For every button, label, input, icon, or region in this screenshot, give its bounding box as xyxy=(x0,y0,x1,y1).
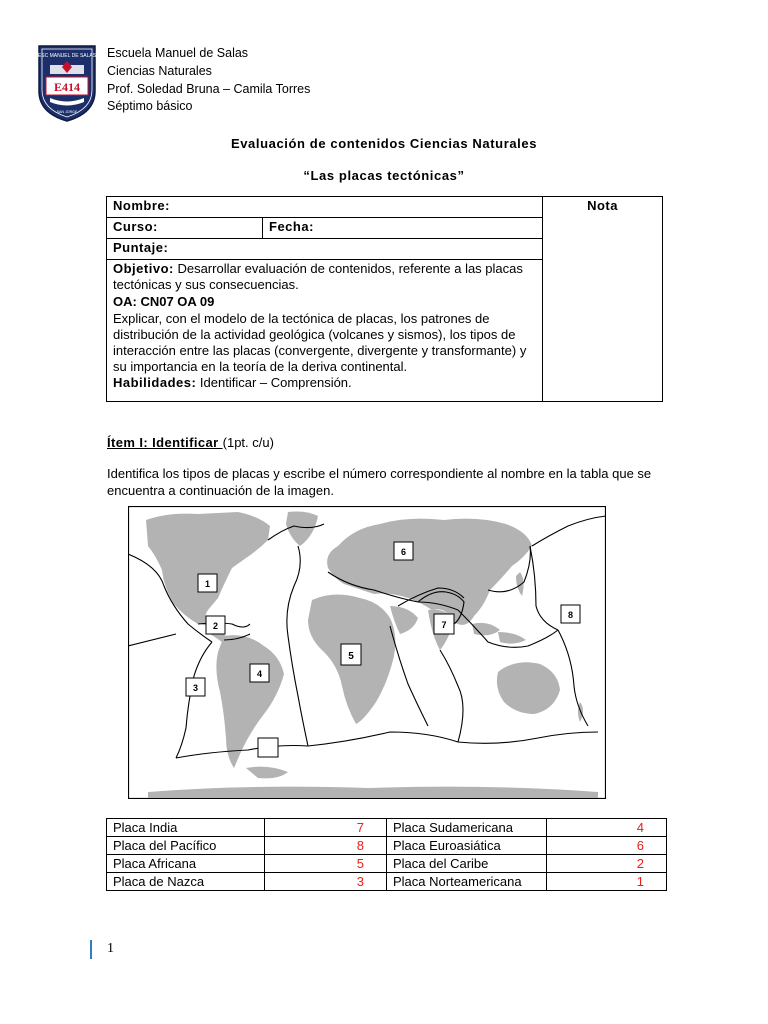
plate-label-empty-box xyxy=(258,738,278,757)
name-field[interactable]: Nombre: xyxy=(107,197,543,218)
plate-name: Placa India xyxy=(107,819,265,837)
table-row xyxy=(107,819,667,837)
plate-name: Placa Sudamericana xyxy=(387,819,547,837)
grade-level: Séptimo básico xyxy=(107,99,193,114)
page-number-bar xyxy=(90,940,92,959)
plate-label-2 xyxy=(206,616,225,634)
svg-text:8: 8 xyxy=(567,610,574,620)
item-instruction: Identifica los tipos de placas y escribe el número correspondiente al nombre en la tabla que se encuentra a continuación de la imagen. xyxy=(107,466,652,498)
score-field[interactable]: Puntaje: xyxy=(107,239,543,260)
plate-name: Placa Africana xyxy=(107,855,265,873)
table-row xyxy=(107,873,667,891)
skills-label: Habilidades: xyxy=(113,375,197,390)
plate-number-answer[interactable]: 3 xyxy=(265,873,387,891)
teachers-name: Prof. Soledad Bruna – Camila Torres xyxy=(107,81,311,96)
plate-number-answer[interactable]: 5 xyxy=(265,855,387,873)
skills-text: Identificar – Comprensión. xyxy=(196,375,352,390)
svg-text:6: 6 xyxy=(400,547,407,557)
school-crest-logo xyxy=(36,43,98,123)
plate-number-answer[interactable]: 6 xyxy=(547,837,667,855)
plate-label-6 xyxy=(394,542,413,560)
oa-description: Explicar, con el modelo de la tectónica de placas, los patrones de distribución de la actividad geológica (volcanes y sismos), los tipos de interacción entre las placas (convergente, divergente y transformante) y su importancia en la teoría de la deriva continental. xyxy=(113,311,527,374)
crest-e414-text: E414 xyxy=(53,80,81,94)
date-field[interactable]: Fecha: xyxy=(263,218,543,239)
plate-name: Placa Norteamericana xyxy=(387,873,547,891)
plate-label-4 xyxy=(250,664,269,682)
oa-code: OA: CN07 OA 09 xyxy=(113,294,215,309)
objective-text: Desarrollar evaluación de contenidos, referente a las placas tectónicas y sus consecuencias. xyxy=(113,261,523,292)
student-info-table xyxy=(106,196,663,402)
answer-table xyxy=(106,818,667,891)
svg-text:2: 2 xyxy=(212,621,219,631)
grade-box[interactable]: Nota xyxy=(543,197,663,402)
plate-label-7 xyxy=(434,614,454,634)
plate-number-answer[interactable]: 4 xyxy=(547,819,667,837)
svg-text:5: 5 xyxy=(348,651,354,662)
plate-number-answer[interactable]: 8 xyxy=(265,837,387,855)
plate-label-5 xyxy=(341,644,361,665)
crest-banner: ESC MANUEL DE SALAS xyxy=(37,53,97,59)
plate-name: Placa de Nazca xyxy=(107,873,265,891)
item-title: Ítem I: Identificar xyxy=(107,435,223,450)
plate-name: Placa Euroasiática xyxy=(387,837,547,855)
svg-text:4: 4 xyxy=(256,669,263,679)
crest-motto: SAN JORGE xyxy=(56,110,78,114)
school-name: Escuela Manuel de Salas xyxy=(107,46,249,60)
objective-cell xyxy=(107,260,543,402)
school-header xyxy=(107,45,310,116)
plate-number-answer[interactable]: 7 xyxy=(265,819,387,837)
svg-text:3: 3 xyxy=(192,683,199,693)
document-subtitle: “Las placas tectónicas” xyxy=(303,168,465,183)
plate-number-answer[interactable]: 2 xyxy=(547,855,667,873)
plate-number-answer[interactable]: 1 xyxy=(547,873,667,891)
plate-label-8 xyxy=(561,605,580,623)
subject-name: Ciencias Naturales xyxy=(107,63,212,78)
plate-name: Placa del Pacífico xyxy=(107,837,265,855)
item-points: (1pt. c/u) xyxy=(222,435,274,450)
course-field[interactable]: Curso: xyxy=(107,218,263,239)
table-row xyxy=(107,837,667,855)
page-number: 1 xyxy=(107,941,114,956)
svg-text:1: 1 xyxy=(204,579,211,589)
objective-label: Objetivo: xyxy=(113,261,174,276)
plate-label-3 xyxy=(186,678,205,696)
table-row xyxy=(107,855,667,873)
svg-text:7: 7 xyxy=(441,620,447,630)
item-heading xyxy=(107,435,274,450)
plate-name: Placa del Caribe xyxy=(387,855,547,873)
plate-label-1 xyxy=(198,574,217,592)
document-title: Evaluación de contenidos Ciencias Naturales xyxy=(230,136,538,151)
tectonic-plates-map xyxy=(128,506,606,799)
